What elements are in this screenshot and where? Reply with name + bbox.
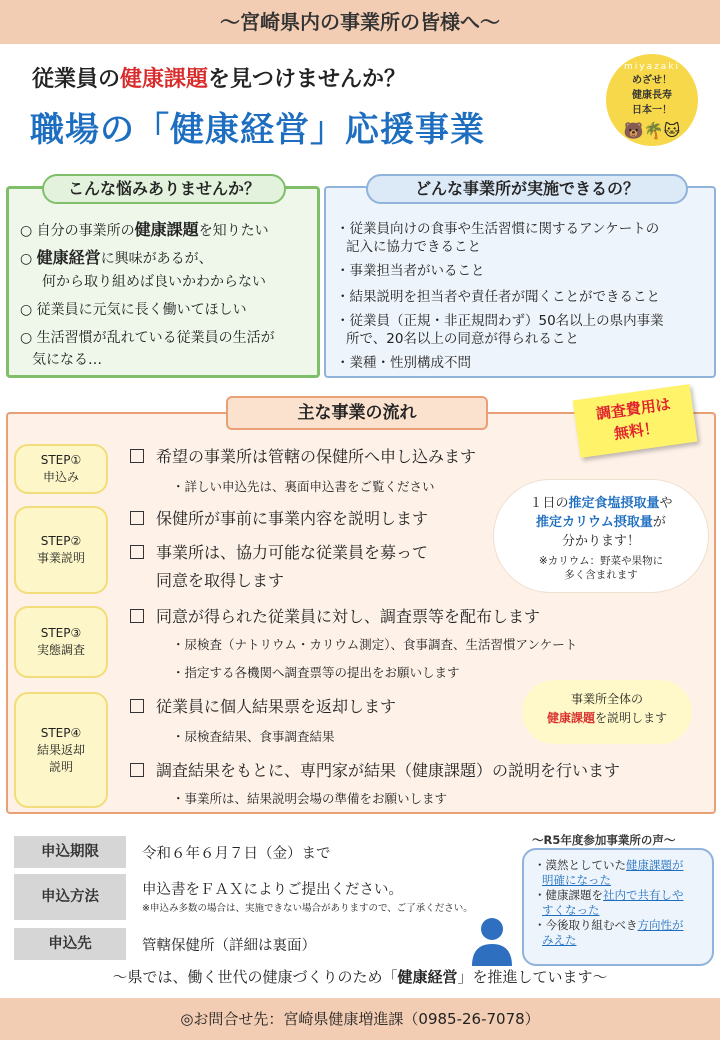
- voices-title: 〜R5年度参加事業所の声〜: [532, 833, 676, 847]
- checkbox-icon: [130, 449, 144, 463]
- promotion-note: 〜県では、働く世代の健康づくりのため「健康経営」を推進しています〜: [112, 968, 608, 986]
- task-item: 希望の事業所は管轄の保健所へ申し込みます: [130, 446, 476, 468]
- checkbox-icon: [130, 545, 144, 559]
- step-1: STEP① 申込み: [14, 444, 108, 494]
- worries-title: こんな悩みありませんか？: [42, 174, 286, 204]
- condition-item: 所で、20名以上の同意が得られること: [346, 331, 579, 347]
- task-item: 調査結果をもとに、専門家が結果（健康課題）の説明を行います: [130, 760, 620, 782]
- person-icon: [470, 916, 514, 966]
- step-3: STEP③ 実態調査: [14, 606, 108, 678]
- worry-item: ○ 従業員に元気に長く働いてほしい: [20, 302, 247, 318]
- condition-item: ・従業員向けの食事や生活習慣に関するアンケートの: [336, 221, 660, 237]
- condition-item: ・事業担当者がいること: [336, 263, 485, 279]
- step-4: STEP④ 結果返却 説明: [14, 692, 108, 808]
- info-bubble-explain: 事業所全体の 健康課題を説明します: [522, 680, 692, 744]
- task-note: ・尿検査（ナトリウム・カリウム測定）、食事調査、生活習慣アンケート: [172, 637, 578, 652]
- flow-title: 主な事業の流れ: [226, 396, 488, 430]
- free-badge: 調査費用は 無料！: [573, 384, 698, 458]
- method-value: 申込書をＦＡＸによりご提出ください。: [142, 882, 403, 898]
- mascot-icon: 🐻🌴🐱: [623, 121, 681, 140]
- task-item-cont: 同意を取得します: [156, 571, 285, 590]
- task-item: 従業員に個人結果票を返却します: [130, 696, 396, 718]
- task-item: 保健所が事前に事業内容を説明します: [130, 508, 428, 530]
- worry-item: 何から取り組めば良いかわからない: [42, 274, 266, 290]
- worry-item: ○ 自分の事業所の健康課題を知りたい: [20, 220, 269, 239]
- method-note: ※申込み多数の場合は、実施できない場合がありますので、ご了承ください。: [142, 903, 473, 914]
- conditions-title: どんな事業所が実施できるの？: [366, 174, 688, 204]
- step-2: STEP② 事業説明: [14, 506, 108, 594]
- logo: miyazaki めざせ！ 健康長寿 日本一！ 🐻🌴🐱: [606, 54, 698, 146]
- checkbox-icon: [130, 699, 144, 713]
- worry-item: ○ 生活習慣が乱れている従業員の生活が: [20, 330, 275, 346]
- task-note: ・詳しい申込先は、裏面申込書をご覧ください: [172, 479, 435, 494]
- condition-item: ・業種・性別構成不問: [336, 355, 471, 371]
- worry-item: 気になる…: [32, 352, 102, 368]
- method-label: 申込方法: [14, 874, 126, 920]
- page-title: 職場の「健康経営」応援事業: [30, 110, 485, 150]
- subtitle: 従業員の健康課題を見つけませんか？: [32, 67, 407, 92]
- deadline-label: 申込期限: [14, 836, 126, 868]
- conditions-box: [324, 186, 716, 378]
- checkbox-icon: [130, 511, 144, 525]
- checkbox-icon: [130, 763, 144, 777]
- task-note: ・事業所は、結果説明会場の準備をお願いします: [172, 791, 448, 806]
- top-banner: 〜宮崎県内の事業所の皆様へ〜: [0, 0, 720, 44]
- voices-box: ・漠然としていた健康課題が 明確になった ・健康課題を社内で共有しや すくなった ・今後取り組むべき方向性が みえた: [522, 848, 714, 966]
- task-item: 同意が得られた従業員に対し、調査票等を配布します: [130, 606, 540, 628]
- destination-value: 管轄保健所（詳細は裏面）: [142, 938, 316, 954]
- condition-item: ・結果説明を担当者や責任者が聞くことができること: [336, 289, 660, 305]
- condition-item: ・従業員（正規・非正規問わず）50名以上の県内事業: [336, 313, 664, 329]
- deadline-value: 令和６年６月７日（金）まで: [142, 846, 331, 862]
- checkbox-icon: [130, 609, 144, 623]
- task-note: ・指定する各機関へ調査票等の提出をお願いします: [172, 665, 460, 680]
- task-item: 事業所は、協力可能な従業員を募って: [130, 542, 428, 564]
- worry-item: ○ 健康経営に興味があるが、: [20, 248, 213, 267]
- task-note: ・尿検査結果、食事調査結果: [172, 729, 335, 744]
- condition-item: 記入に協力できること: [346, 239, 481, 255]
- destination-label: 申込先: [14, 928, 126, 960]
- info-bubble-salt: １日の推定食塩摂取量や 推定カリウム摂取量が 分かります！ ※カリウム：野菜や果物に 多く含まれます: [494, 480, 708, 592]
- contact-footer: ◎お問合せ先：宮崎県健康増進課（0985-26-7078）: [0, 998, 720, 1040]
